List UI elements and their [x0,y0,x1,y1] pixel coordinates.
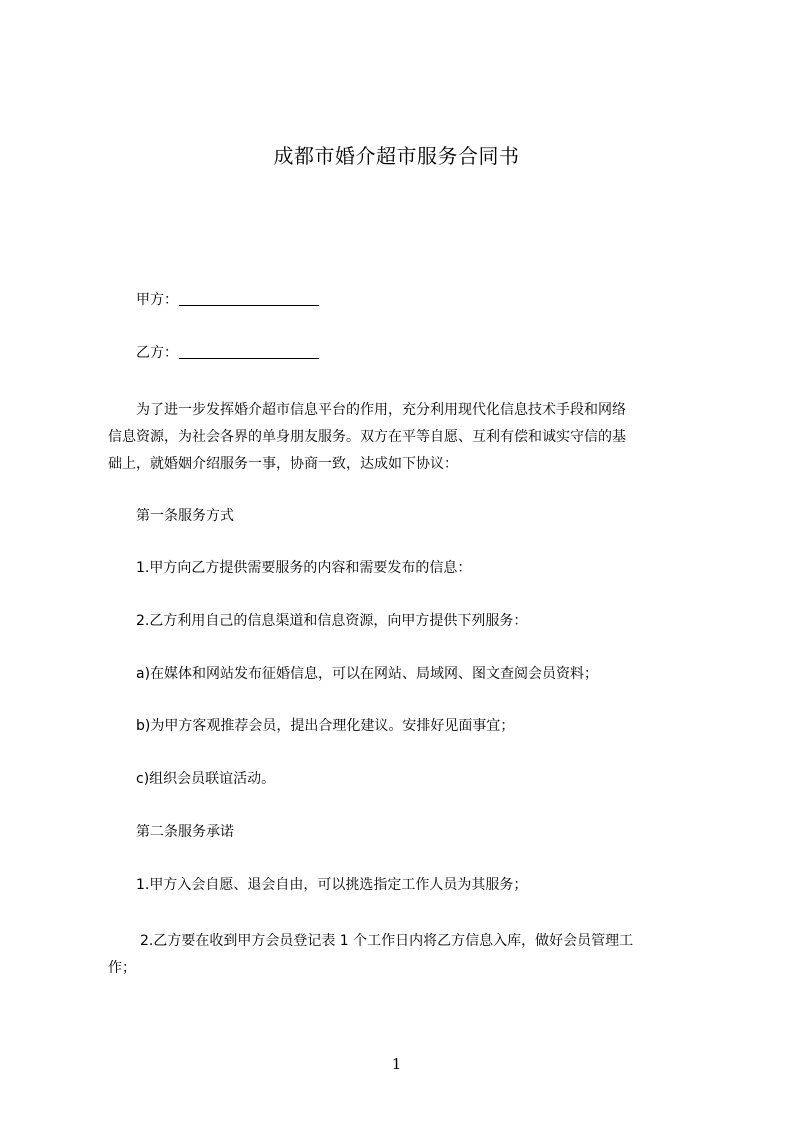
intro-line-2: 信息资源，为社会各界的单身朋友服务。双方在平等自愿、互利有偿和诚实守信的基 [108,429,626,445]
article-2-heading: 第二条服务承诺 [136,824,234,840]
intro-line-3: 础上，就婚姻介绍服务一事，协商一致，达成如下协议： [108,456,458,472]
article-1-item-2: 2.乙方利用自己的信息渠道和信息资源，向甲方提供下列服务： [136,613,528,629]
page-number: 1 [391,1055,402,1073]
article-1-item-c: c)组织会员联谊活动。 [136,771,276,787]
article-1-item-1: 1.甲方向乙方提供需要服务的内容和需要发布的信息： [136,560,472,576]
party-a-line [136,290,319,310]
article-1-item-a: a)在媒体和网站发布征婚信息，可以在网站、局域网、图文查阅会员资料； [136,666,599,682]
party-b-blank [179,344,319,359]
document-title: 成都市婚介超市服务合同书 [273,144,520,168]
article-1-heading: 第一条服务方式 [136,508,234,524]
party-a-label: 甲方： [136,292,178,308]
article-2-item-1: 1.甲方入会自愿、退会自由，可以挑选指定工作人员为其服务； [136,877,528,893]
article-1-item-b: b)为甲方客观推荐会员，提出合理化建议。安排好见面事宜； [136,718,515,734]
party-b-label: 乙方： [136,345,178,361]
article-2-item-2-line-2: 作； [108,960,136,976]
intro-line-1: 为了进一步发挥婚介超市信息平台的作用，充分利用现代化信息技术手段和网络 [136,402,626,418]
article-2-item-2-line-1: 2.乙方要在收到甲方会员登记表 1 个工作日内将乙方信息入库，做好会员管理工 [140,933,634,949]
party-b-line [136,343,319,363]
party-a-blank [179,291,319,306]
